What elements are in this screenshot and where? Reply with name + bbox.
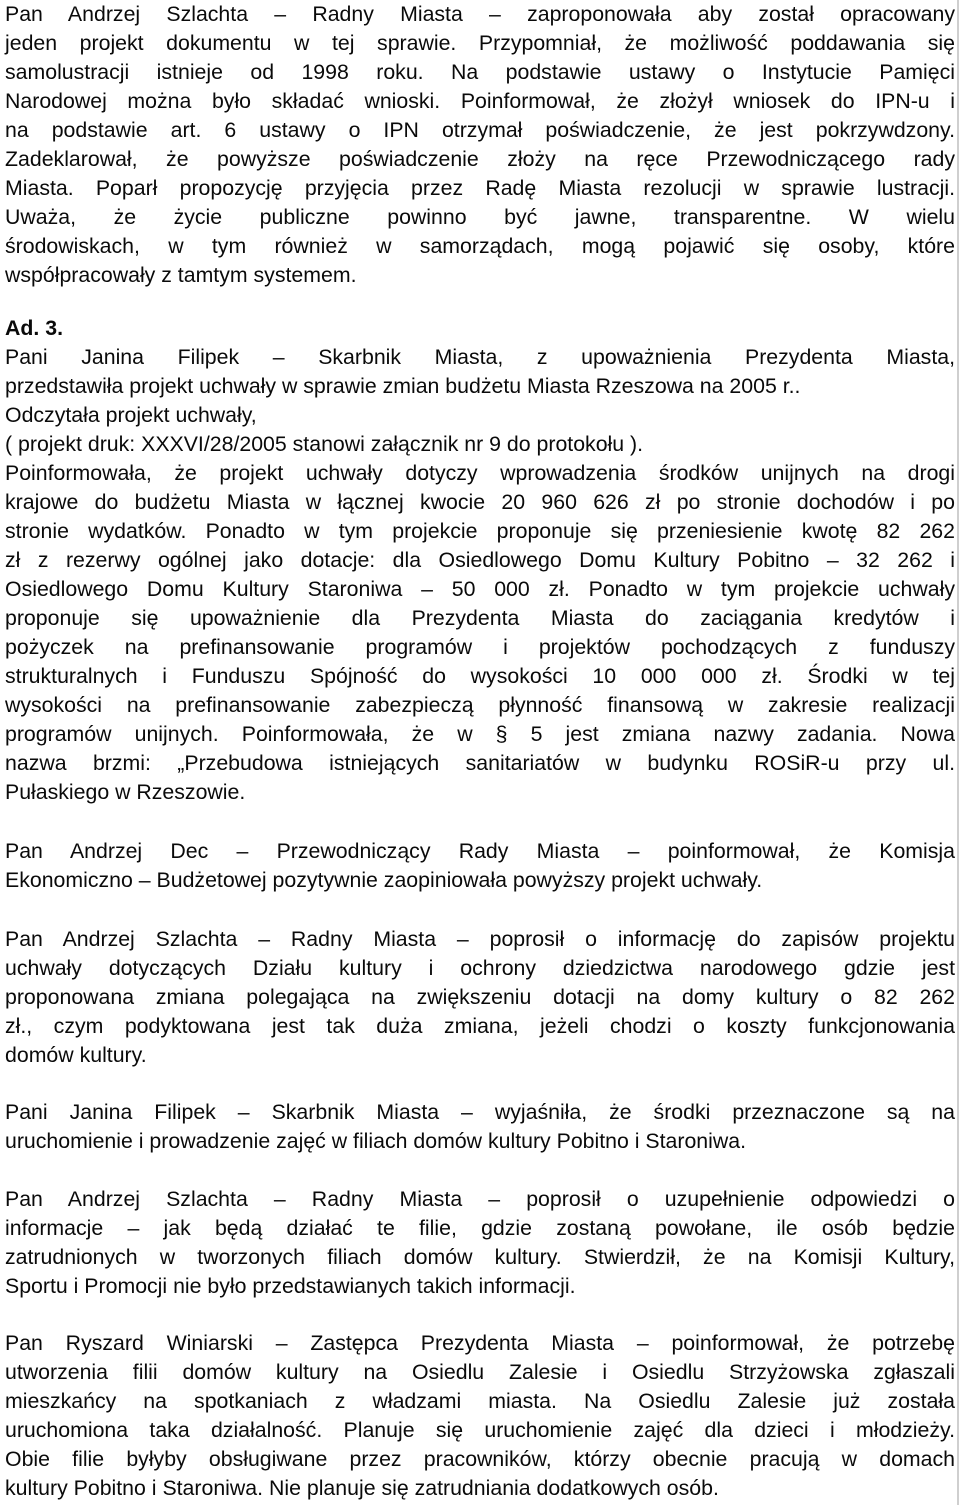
- text-line: Uważa, że życie publiczne powinno być jawne, transparentne. W wielu: [5, 205, 955, 229]
- text-line: na podstawie art. 6 ustawy o IPN otrzymał poświadczenie, że jest pokrzywdzony.: [5, 118, 955, 142]
- page-edge-divider: [957, 0, 959, 1505]
- text-line: Ekonomiczno – Budżetowej pozytywnie zaopiniowała powyższy projekt uchwały.: [5, 868, 763, 892]
- text-line: nazwa brzmi: „Przebudowa istniejących sanitariatów w budynku ROSiR-u przy ul.: [5, 751, 955, 775]
- text-line: kultury Pobitno i Staroniwa. Nie planuje się zatrudniania dodatkowych osób.: [5, 1476, 719, 1500]
- text-line: Pułaskiego w Rzeszowie.: [5, 780, 246, 804]
- text-line: współpracowały z tamtym systemem.: [5, 263, 357, 287]
- text-line: Pan Andrzej Szlachta – Radny Miasta – zaproponowała aby został opracowany: [5, 2, 955, 26]
- text-line: krajowe do budżetu Miasta w łącznej kwocie 20 960 626 zł po stronie dochodów i po: [5, 490, 955, 514]
- text-line: Pan Andrzej Szlachta – Radny Miasta – poprosił o informację do zapisów projektu: [5, 927, 955, 951]
- text-line: domów kultury.: [5, 1043, 147, 1067]
- text-line: mieszkańcy na spotkaniach z władzami miasta. Na Osiedlu Zalesie już została: [5, 1389, 955, 1413]
- text-line: Pan Andrzej Dec – Przewodniczący Rady Miasta – poinformował, że Komisja: [5, 839, 955, 863]
- text-line: proponowana zmiana polegająca na zwiększeniu dotacji na domy kultury o 82 262: [5, 985, 955, 1009]
- text-line: przedstawiła projekt uchwały w sprawie zmian budżetu Miasta Rzeszowa na 2005 r..: [5, 374, 801, 398]
- text-line: Pan Andrzej Szlachta – Radny Miasta – poprosił o uzupełnienie odpowiedzi o: [5, 1187, 955, 1211]
- text-line: Obie filie byłyby obsługiwane przez pracowników, którzy obecnie pracują w domach: [5, 1447, 955, 1471]
- text-line: zł., czym podyktowana jest tak duża zmiana, jeżeli chodzi o koszty funkcjonowania: [5, 1014, 955, 1038]
- text-line: środowiskach, w tym również w samorządach, mogą pojawić się osoby, które: [5, 234, 955, 258]
- text-line: pożyczek na prefinansowanie programów i projektów pochodzących z funduszy: [5, 635, 955, 659]
- text-line: zatrudnionych w tworzonych filiach domów kultury. Stwierdził, że na Komisji Kultury,: [5, 1245, 955, 1269]
- text-line: Pan Ryszard Winiarski – Zastępca Prezydenta Miasta – poinformował, że potrzebę: [5, 1331, 955, 1355]
- text-line: uruchomiona taka działalność. Planuje się uruchomienie zajęć dla dzieci i młodzieży.: [5, 1418, 955, 1442]
- text-line: Odczytała projekt uchwały,: [5, 403, 257, 427]
- text-line: strukturalnych i Funduszu Spójność do wysokości 10 000 000 zł. Środki w tej: [5, 664, 955, 688]
- text-line: Pani Janina Filipek – Skarbnik Miasta – wyjaśniła, że środki przeznaczone są na: [5, 1100, 955, 1124]
- text-line: informacje – jak będą działać te filie, gdzie zostaną powołane, ile osób będzie: [5, 1216, 955, 1240]
- text-line: wysokości na prefinansowanie zabezpieczą płynność finansową w zakresie realizacji: [5, 693, 955, 717]
- text-line: samolustracji istnieje od 1998 roku. Na podstawie ustawy o Instytucie Pamięci: [5, 60, 955, 84]
- text-line: programów unijnych. Poinformowała, że w § 5 jest zmiana nazwy zadania. Nowa: [5, 722, 955, 746]
- text-line: uruchomienie i prowadzenie zajęć w filiach domów kultury Pobitno i Staroniwa.: [5, 1129, 747, 1153]
- section-heading: Ad. 3.: [5, 316, 63, 340]
- text-line: stronie wydatków. Ponadto w tym projekcie proponuje się przeniesienie kwotę 82 262: [5, 519, 955, 543]
- text-line: Miasta. Poparł propozycję przyjęcia przez Radę Miasta rezolucji w sprawie lustracji.: [5, 176, 955, 200]
- text-line: zł z rezerwy ogólnej jako dotacje: dla Osiedlowego Domu Kultury Pobitno – 32 262 i: [5, 548, 955, 572]
- text-line: Poinformowała, że projekt uchwały dotyczy wprowadzenia środków unijnych na drogi: [5, 461, 955, 485]
- text-line: Sportu i Promocji nie było przedstawianych takich informacji.: [5, 1274, 576, 1298]
- text-line: Narodowej można było składać wnioski. Poinformował, że złożył wniosek do IPN-u i: [5, 89, 955, 113]
- text-line: utworzenia filii domów kultury na Osiedlu Zalesie i Osiedlu Strzyżowska zgłaszali: [5, 1360, 955, 1384]
- text-line: proponuje się upoważnienie dla Prezydenta Miasta do zaciągania kredytów i: [5, 606, 955, 630]
- text-line: Zadeklarował, że powyższe poświadczenie złoży na ręce Przewodniczącego rady: [5, 147, 955, 171]
- text-line: uchwały dotyczących Działu kultury i ochrony dziedzictwa narodowego gdzie jest: [5, 956, 955, 980]
- text-line: Pani Janina Filipek – Skarbnik Miasta, z upoważnienia Prezydenta Miasta,: [5, 345, 955, 369]
- text-line: Osiedlowego Domu Kultury Staroniwa – 50 000 zł. Ponadto w tym projekcie uchwały: [5, 577, 955, 601]
- text-line: ( projekt druk: XXXVI/28/2005 stanowi załącznik nr 9 do protokołu ).: [5, 432, 644, 456]
- text-line: jeden projekt dokumentu w tej sprawie. Przypomniał, że możliwość poddawania się: [5, 31, 955, 55]
